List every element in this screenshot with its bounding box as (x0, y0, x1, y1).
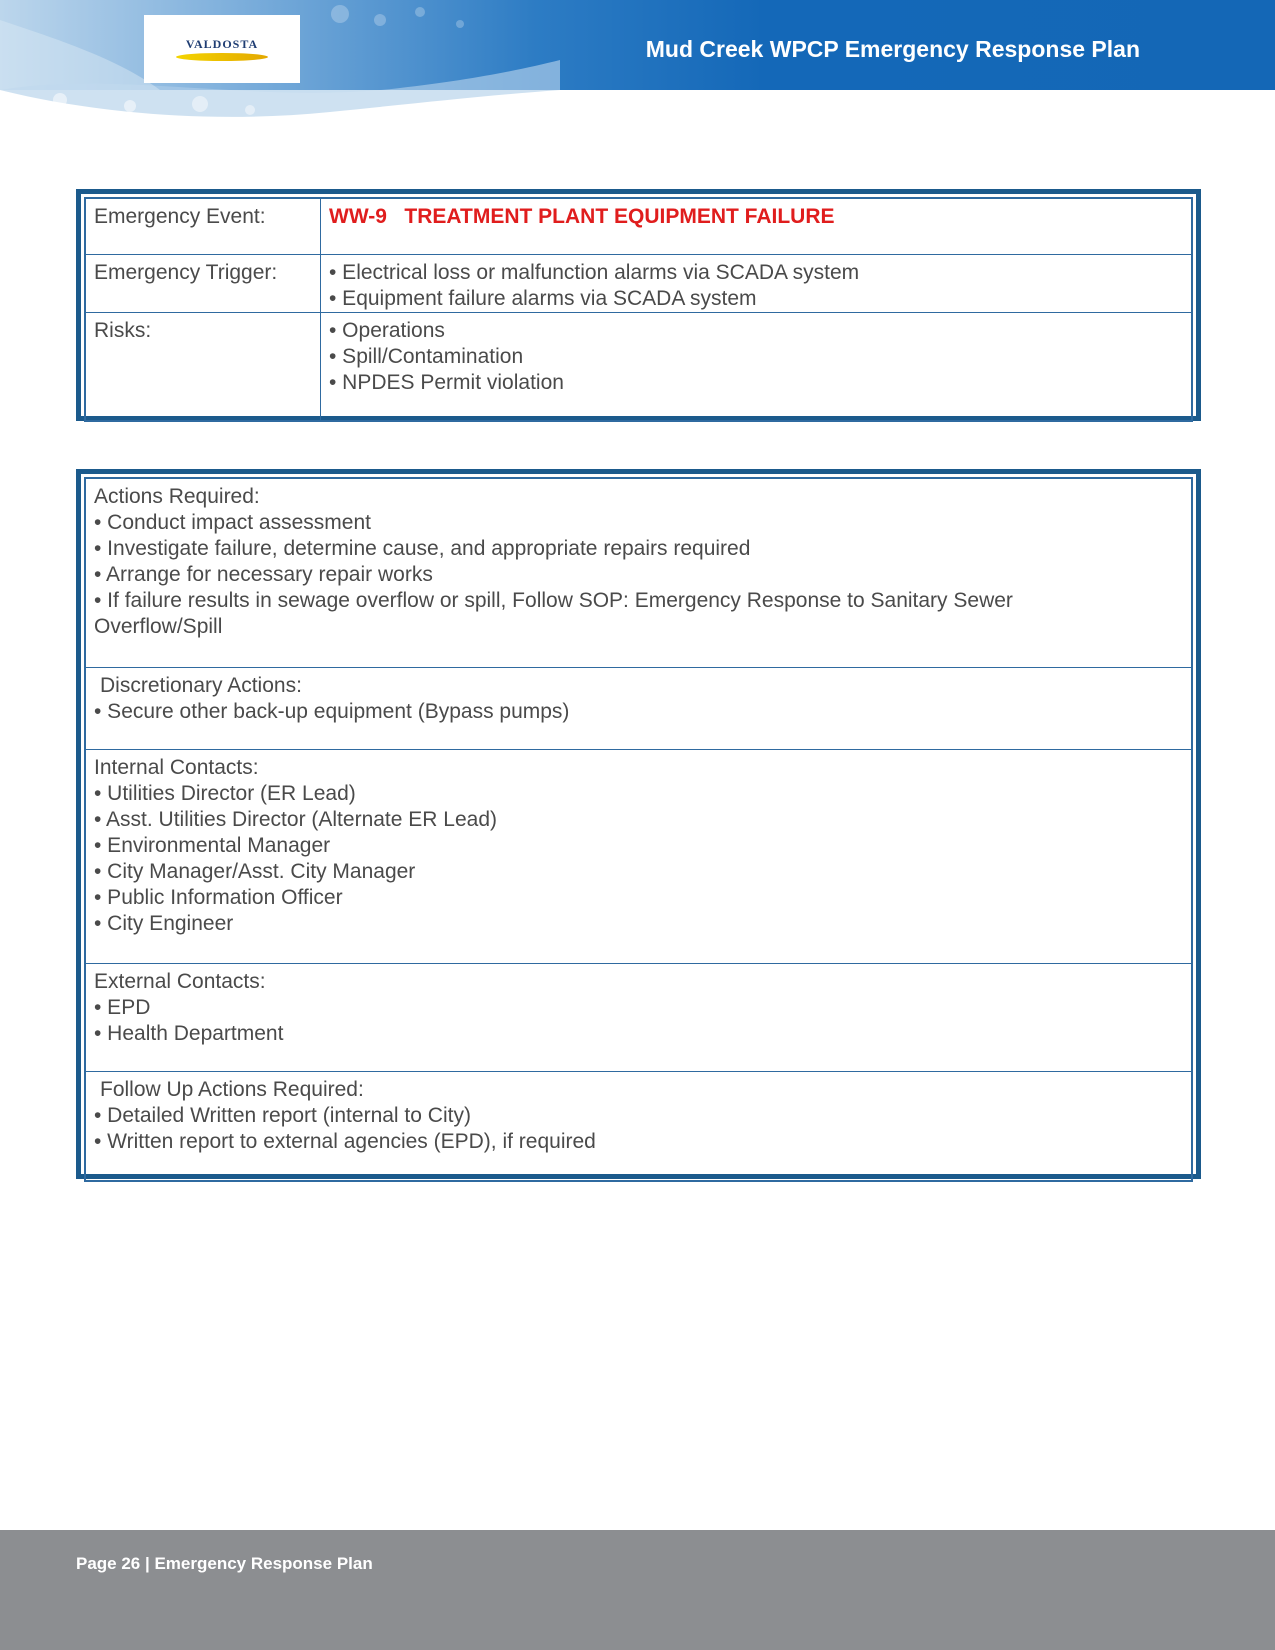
follow-up-actions-cell (85, 1072, 1192, 1182)
risks-row (85, 313, 1192, 422)
response-actions-table (76, 469, 1201, 1179)
risks-label: Risks: (85, 313, 321, 422)
list-item: • Conduct impact assessment (94, 511, 371, 534)
list-item: • Public Information Officer (94, 886, 343, 909)
follow-up-actions-section (85, 1072, 1192, 1182)
list-item: • City Engineer (94, 912, 234, 935)
discretionary-actions-cell (85, 668, 1192, 750)
list-item: • Asst. Utilities Director (Alternate ER Lead) (94, 808, 497, 831)
discretionary-actions-section (85, 668, 1192, 750)
event-label: Emergency Event: (85, 198, 321, 255)
list-item: • Secure other back-up equipment (Bypass pumps) (94, 700, 570, 723)
list-item: • Utilities Director (ER Lead) (94, 782, 356, 805)
section-heading: External Contacts: (94, 970, 266, 993)
event-row (85, 198, 1192, 255)
section-heading: Internal Contacts: (94, 756, 259, 779)
list-item: • Operations (329, 319, 445, 342)
section-heading: Actions Required: (94, 485, 260, 508)
actions-required-section (85, 478, 1192, 668)
document-title: Mud Creek WPCP Emergency Response Plan (645, 36, 1140, 62)
list-item: • NPDES Permit violation (329, 371, 564, 394)
logo-wordmark: VALDOSTA (185, 37, 259, 51)
risks-list (321, 313, 1193, 422)
logo-swoosh (176, 53, 268, 61)
trigger-label: Emergency Trigger: (85, 255, 321, 313)
event-value (321, 198, 1193, 255)
section-heading: Follow Up Actions Required: (100, 1078, 364, 1101)
list-item: • Electrical loss or malfunction alarms via SCADA system (329, 261, 860, 284)
page-number-label: Page 26 | Emergency Response Plan (76, 1554, 373, 1573)
list-item: • Investigate failure, determine cause, and appropriate repairs required (94, 537, 751, 560)
internal-contacts-cell (85, 750, 1192, 964)
list-item: • City Manager/Asst. City Manager (94, 860, 416, 883)
list-item: • Arrange for necessary repair works (94, 563, 433, 586)
external-contacts-cell (85, 964, 1192, 1072)
list-item: • If failure results in sewage overflow or spill, Follow SOP: Emergency Response to Sanitary Sewer Overflow/Spill (94, 589, 1013, 638)
trigger-list (321, 255, 1193, 313)
external-contacts-section (85, 964, 1192, 1072)
internal-contacts-section (85, 750, 1192, 964)
list-item: • Health Department (94, 1022, 284, 1045)
event-title: WW-9 TREATMENT PLANT EQUIPMENT FAILURE (329, 205, 835, 228)
page-header (0, 0, 1275, 130)
event-summary-table (76, 189, 1201, 421)
list-item: • Written report to external agencies (EPD), if required (94, 1130, 596, 1153)
list-item: • Spill/Contamination (329, 345, 524, 368)
section-heading: Discretionary Actions: (100, 674, 302, 697)
list-item: • Detailed Written report (internal to City) (94, 1104, 471, 1127)
page-footer (0, 1530, 1275, 1650)
list-item: • Equipment failure alarms via SCADA system (329, 287, 757, 310)
list-item: • EPD (94, 996, 151, 1019)
actions-required-cell (85, 478, 1192, 668)
list-item: • Environmental Manager (94, 834, 331, 857)
valdosta-logo (144, 15, 300, 83)
trigger-row (85, 255, 1192, 313)
